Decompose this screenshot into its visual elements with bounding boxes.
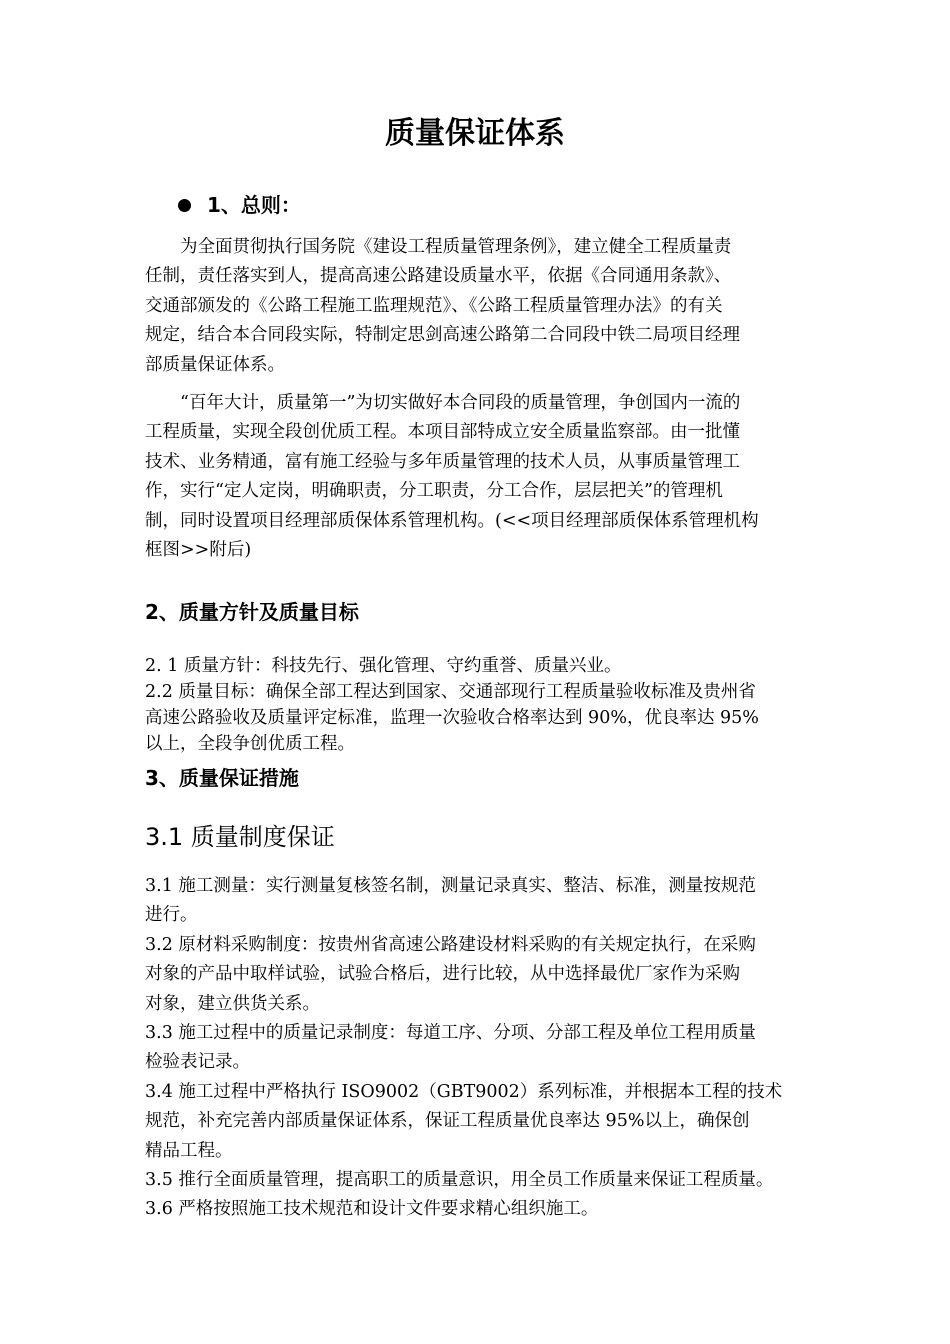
text-line: 部质量保证体系。 (145, 354, 285, 375)
text-line: “百年大计，质量第一”为切实做好本合同段的质量管理，争创国内一流的 (180, 393, 741, 413)
text-line: 制，同时设置项目经理部质保体系管理机构。(<<项目经理部质保体系管理机构 (145, 510, 759, 531)
text-line: 3.2 原材料采购制度：按贵州省高速公路建设材料采购的有关规定执行，在采购 (145, 934, 756, 955)
text-line: 技术、业务精通，富有施工经验与多年质量管理的技术人员，从事质量管理工 (145, 451, 740, 472)
text-line: 任制，责任落实到人，提高高速公路建设质量水平，依据《合同通用条款》、 (145, 266, 732, 287)
text-line: 规范，补充完善内部质量保证体系，保证工程质量优良率达 95%以上，确保创 (145, 1111, 750, 1132)
text-line: 2. 1 质量方针：科技先行、强化管理、守约重誉、质量兴业。 (145, 656, 622, 676)
text-line: 3.4 施工过程中严格执行 ISO9002（GBT9002）系列标准，并根据本工程的技术 (145, 1081, 783, 1102)
text-line: 检验表记录。 (145, 1052, 250, 1073)
section-1-paragraph-1 (145, 233, 825, 380)
text-line: 进行。 (145, 905, 198, 926)
text-line: 规定，结合本合同段实际，特制定思剑高速公路第二合同段中铁二局项目经理 (145, 325, 740, 346)
text-line: 作，实行“定人定岗，明确职责，分工职责，分工合作，层层把关”的管理机 (145, 481, 723, 502)
section-3-heading: 3、质量保证措施 (145, 766, 299, 790)
text-line: 3.5 推行全面质量管理，提高职工的质量意识，用全员工作质量来保证工程质量。 (145, 1170, 774, 1191)
text-line: 3.1 施工测量：实行测量复核签名制，测量记录真实、整洁、标准，测量按规范 (145, 876, 756, 896)
section-1-heading-text: 1、总则： (207, 193, 301, 217)
section-3-body (145, 872, 825, 1225)
text-line: 高速公路验收及质量评定标准，监理一次验收合格率达到 90%，优良率达 95% (145, 708, 759, 728)
section-1-heading (178, 190, 301, 220)
text-line: 对象的产品中取样试验，试验合格后，进行比较，从中选择最优厂家作为采购 (145, 964, 740, 985)
text-line: 交通部颁发的《公路工程施工监理规范》、《公路工程质量管理办法》的有关 (145, 295, 723, 316)
text-line: 对象，建立供货关系。 (145, 993, 320, 1014)
text-line: 精品工程。 (145, 1140, 233, 1161)
section-2-body (145, 653, 825, 757)
text-line: 3.6 严格按照施工技术规范和设计文件要求精心组织施工。 (145, 1199, 599, 1220)
text-line: 工程质量，实现全段创优质工程。本项目部特成立安全质量监察部。由一批懂 (145, 422, 740, 443)
text-line: 框图>>附后) (145, 540, 252, 561)
page-title: 质量保证体系 (385, 116, 565, 151)
text-line: 以上，全段争创优质工程。 (145, 734, 355, 754)
section-2-heading: 2、质量方针及质量目标 (145, 600, 359, 624)
text-line: 2.2 质量目标：确保全部工程达到国家、交通部现行工程质量验收标准及贵州省 (145, 682, 756, 702)
section-3-1-heading: 3.1 质量制度保证 (145, 823, 335, 851)
text-line: 3.3 施工过程中的质量记录制度：每道工序、分项、分部工程及单位工程用质量 (145, 1023, 756, 1044)
section-1-paragraph-2 (145, 389, 825, 565)
bullet-icon (178, 199, 191, 212)
text-line: 为全面贯彻执行国务院《建设工程质量管理条例》，建立健全工程质量责 (180, 237, 732, 257)
